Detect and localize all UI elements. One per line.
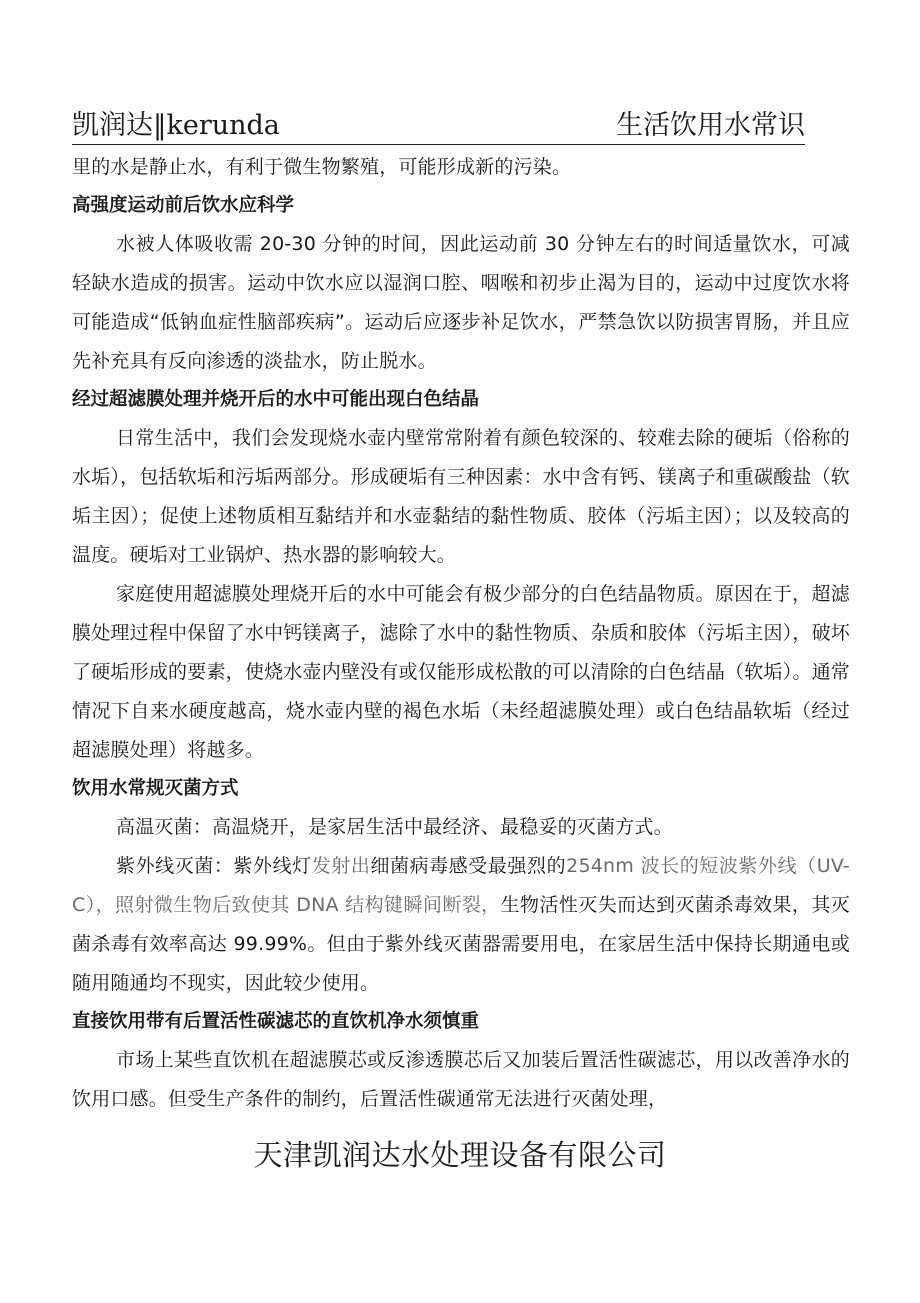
paragraph-boiling: 高温灭菌：高温烧开，是家居生活中最经济、最稳妥的灭菌方式。 [116,816,673,838]
paragraph-uv [72,847,850,1003]
uv-text-d: 254nm 波长的短波紫外线（UV-C），照射微生物后致使其 DNA 结构键瞬间断裂， [72,855,850,916]
paragraph-continuation: 里的水是静止水，有利于微生物繁殖，可能形成新的污染。 [72,156,572,178]
header-title: 生活饮用水常识 [616,110,805,141]
paragraph-exercise: 水被人体吸收需 20-30 分钟的时间，因此运动前 30 分钟左右的时间适量饮水，可减轻缺水造成的损害。运动中饮水应以湿润口腔、咽喉和初步止渴为目的，运动中过度饮水将可能造成“低钠血症性脑部疾病”。运动后应逐步补足饮水，严禁急饮以防损害胃肠，并且应先补充具有反向渗透的淡盐水，防止脱水。 [72,233,850,372]
paragraph-ultrafiltration: 家庭使用超滤膜处理烧开后的水中可能会有极少部分的白色结晶物质。原因在于，超滤膜处理过程中保留了水中钙镁离子，滤除了水中的黏性物质、杂质和胶体（污垢主因），破坏了硬垢形成的要素，使烧水壶内壁没有或仅能形成松散的可以清除的白色结晶（软垢）。通常情况下自来水硬度越高，烧水壶内壁的褐色水垢（未经超滤膜处理）或白色结晶软垢（经过超滤膜处理）将越多。 [72,583,850,761]
uv-text-c: 细菌病毒感受最强烈的 [370,855,567,877]
section-heading-sterilization: 饮用水常规灭菌方式 [72,778,239,799]
section-heading-carbon-filter: 直接饮用带有后置活性碳滤芯的直饮机净水须慎重 [72,1011,480,1032]
page-footer-company: 天津凯润达水处理设备有限公司 [253,1138,667,1172]
section-heading-exercise: 高强度运动前后饮水应科学 [72,195,295,216]
uv-text-e: 生物活性灭失而达到灭菌杀毒效果，其灭菌杀毒有效率高达 99.99%。但由于紫外线灭菌器需要用电，在家居生活中保持长期通电或随用随通均不现实，因此较少使用。 [72,894,850,994]
paragraph-carbon-filter: 市场上某些直饮机在超滤膜芯或反渗透膜芯后又加装后置活性碳滤芯，用以改善净水的饮用口感。但受生产条件的制约，后置活性碳通常无法进行灭菌处理， [72,1049,850,1110]
page-header [72,108,805,145]
document-body [72,148,850,1119]
paragraph-scale: 日常生活中，我们会发现烧水壶内壁常常附着有颜色较深的、较难去除的硬垢（俗称的水垢），包括软垢和污垢两部分。形成硬垢有三种因素：水中含有钙、镁离子和重碳酸盐（软垢主因）；促使上述物质相互黏结并和水壶黏结的黏性物质、胶体（污垢主因）；以及较高的温度。硬垢对工业锅炉、热水器的影响较大。 [72,427,850,566]
uv-text-b: 发射出 [311,855,371,877]
uv-text-a: 紫外线灭菌：紫外线灯 [116,855,312,877]
header-brand: 凯润达‖kerunda [72,110,280,141]
section-heading-crystals: 经过超滤膜处理并烧开后的水中可能出现白色结晶 [72,389,480,410]
